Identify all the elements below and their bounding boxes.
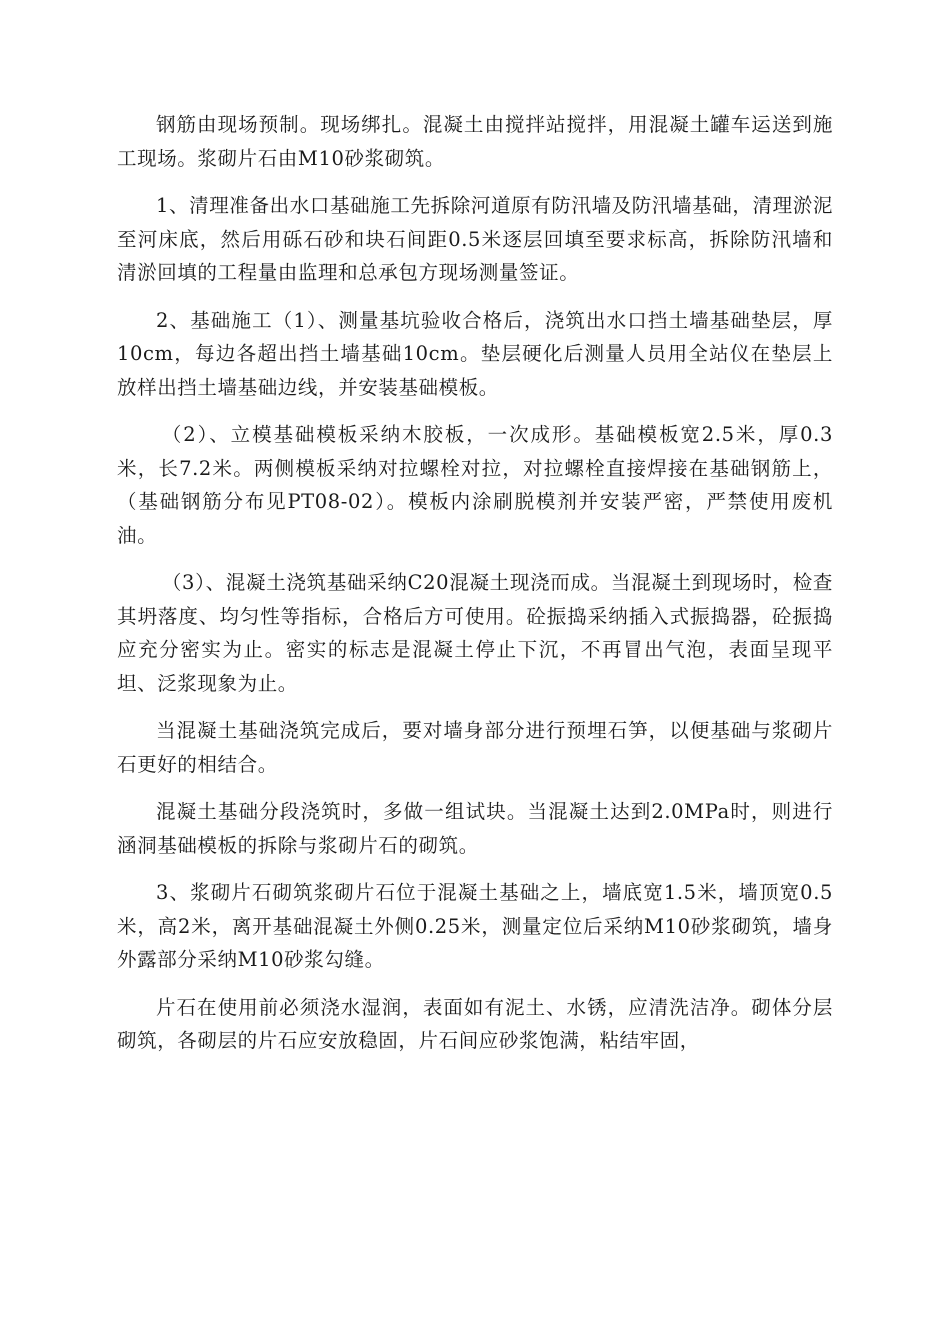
paragraph-test-blocks: 混凝土基础分段浇筑时，多做一组试块。当混凝土达到2.0MPa时，则进行涵洞基础模板的拆除与浆砌片石的砌筑。 xyxy=(117,800,833,857)
paragraph-rebar: 钢筋由现场预制。现场绑扎。混凝土由搅拌站搅拌，用混凝土罐车运送到施工现场。浆砌片石由M10砂浆砌筑。 xyxy=(117,113,833,170)
paragraph-embedded-stones: 当混凝土基础浇筑完成后，要对墙身部分进行预埋石笋，以便基础与浆砌片石更好的相结合。 xyxy=(117,719,833,776)
paragraph-cleanup: 1、清理准备出水口基础施工先拆除河道原有防汛墙及防汛墙基础，清理淤泥至河床底，然后用砾石砂和块石间距0.5米逐层回填至要求标高，拆除防汛墙和清淤回填的工程量由监理和总承包方现场测量签证。 xyxy=(117,194,833,284)
paragraph-foundation: 2、基础施工（1）、测量基坑验收合格后，浇筑出水口挡土墙基础垫层，厚10cm，每边各超出挡土墙基础10cm。垫层硬化后测量人员用全站仪在垫层上放样出挡土墙基础边线，并安装基础模板。 xyxy=(117,308,833,399)
paragraph-concrete-pouring: （3）、混凝土浇筑基础采纳C20混凝土现浇而成。当混凝土到现场时，检查其坍落度、均匀性等指标，合格后方可使用。砼振捣采纳插入式振捣器，砼振捣应充分密实为止。密实的标志是混凝土停止下沉，不再冒出气泡，表面呈现平坦、泛浆现象为止。 xyxy=(117,571,833,695)
document-body xyxy=(117,108,833,1072)
paragraph-formwork: （2）、立模基础模板采纳木胶板，一次成形。基础模板宽2.5米，厚0.3米，长7.2米。两侧模板采纳对拉螺栓对拉，对拉螺栓直接焊接在基础钢筋上，（基础钢筋分布见PT08-02）。模板内涂刷脱模剂并安装严密，严禁使用废机油。 xyxy=(117,423,833,547)
paragraph-stone-preparation: 片石在使用前必须浇水湿润，表面如有泥土、水锈，应清洗洁净。砌体分层砌筑，各砌层的片石应安放稳固，片石间应砂浆饱满，粘结牢固， xyxy=(117,995,833,1052)
paragraph-masonry: 3、浆砌片石砌筑浆砌片石位于混凝土基础之上，墙底宽1.5米，墙顶宽0.5米，高2米，离开基础混凝土外侧0.25米，测量定位后采纳M10砂浆砌筑，墙身外露部分采纳M10砂浆勾缝。 xyxy=(117,881,833,971)
